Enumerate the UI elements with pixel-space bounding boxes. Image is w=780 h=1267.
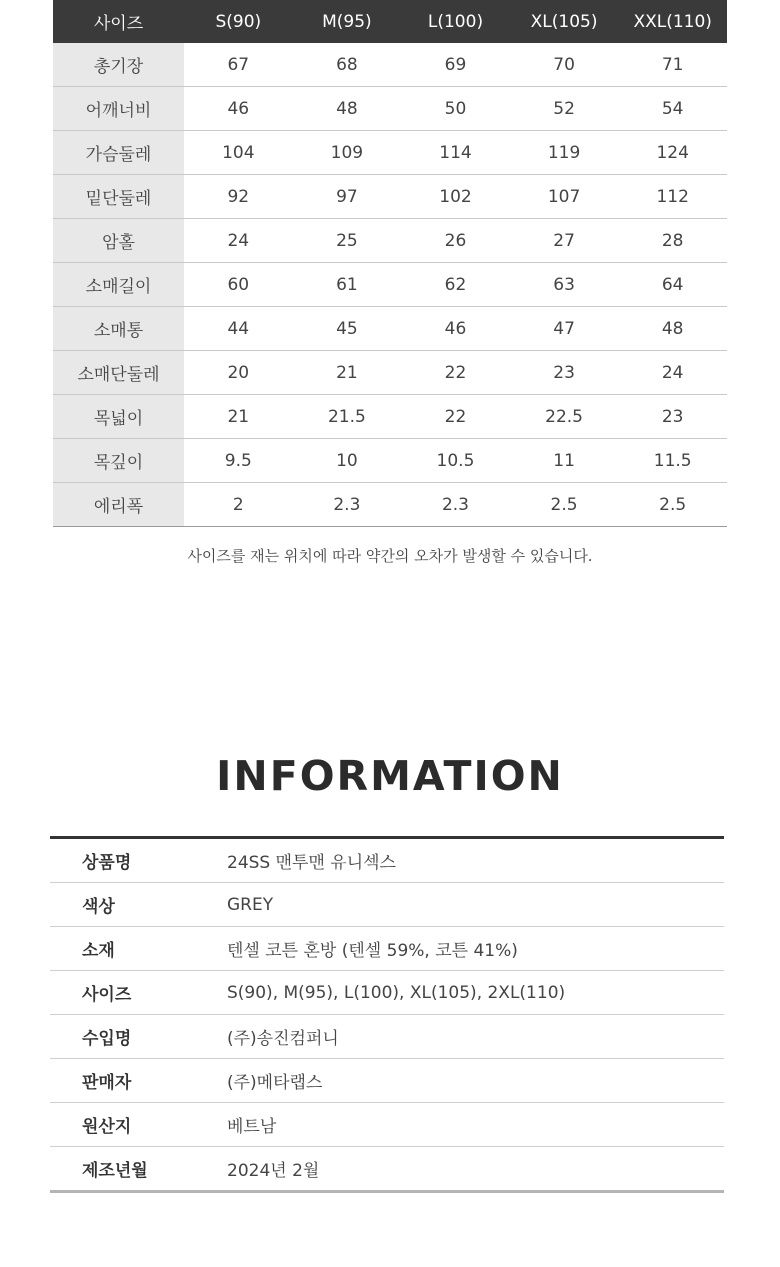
- measurement-value: 2.3: [293, 483, 402, 527]
- measurement-value: 11.5: [618, 439, 727, 483]
- measurement-value: 21: [293, 351, 402, 395]
- measurement-value: 21: [184, 395, 293, 439]
- table-row: [53, 351, 727, 395]
- measurement-value: 114: [401, 131, 510, 175]
- measurement-value: 69: [401, 43, 510, 87]
- measurement-value: 10.5: [401, 439, 510, 483]
- measurement-value: 52: [510, 87, 619, 131]
- measurement-value: 54: [618, 87, 727, 131]
- size-header-cell: XXL(110): [618, 0, 727, 43]
- measurement-value: 104: [184, 131, 293, 175]
- measurement-value: 24: [618, 351, 727, 395]
- info-key: 제조년월: [82, 1161, 148, 1181]
- measurement-label: 소매통: [53, 307, 184, 351]
- measurement-value: 102: [401, 175, 510, 219]
- info-key: 소재: [50, 927, 227, 971]
- measurement-value: 47: [510, 307, 619, 351]
- info-row: [50, 1015, 724, 1059]
- measurement-value: 44: [184, 307, 293, 351]
- measurement-value: 61: [293, 263, 402, 307]
- info-row: [50, 971, 724, 1015]
- measurement-label: 총기장: [53, 43, 184, 87]
- size-note: 사이즈를 재는 위치에 따라 약간의 오차가 발생할 수 있습니다.: [187, 547, 593, 565]
- measurement-value: 124: [618, 131, 727, 175]
- info-key: 상품명: [50, 838, 227, 883]
- info-row: [50, 927, 724, 971]
- measurement-label: 밑단둘레: [53, 175, 184, 219]
- size-header-cell: M(95): [293, 0, 402, 43]
- table-row: [53, 263, 727, 307]
- measurement-value: 70: [510, 43, 619, 87]
- table-row: [53, 175, 727, 219]
- measurement-value: 46: [401, 307, 510, 351]
- measurement-value: 23: [510, 351, 619, 395]
- measurement-value: 71: [618, 43, 727, 87]
- table-row: [53, 483, 727, 527]
- info-key: 판매자: [50, 1059, 227, 1103]
- measurement-value: 63: [510, 263, 619, 307]
- size-table-header: [53, 0, 727, 43]
- size-table: [53, 0, 727, 527]
- info-row: [50, 1103, 724, 1147]
- size-header-cell: L(100): [401, 0, 510, 43]
- measurement-value: 21.5: [293, 395, 402, 439]
- measurement-value: 60: [184, 263, 293, 307]
- info-value: S(90), M(95), L(100), XL(105), 2XL(110): [227, 971, 724, 1015]
- info-value: (주)송진컴퍼니: [227, 1015, 724, 1059]
- measurement-label: 소매길이: [53, 263, 184, 307]
- measurement-value: 25: [293, 219, 402, 263]
- measurement-value: 9.5: [184, 439, 293, 483]
- measurement-value: 2.3: [401, 483, 510, 527]
- info-key: 색상: [50, 883, 227, 927]
- measurement-value: 10: [293, 439, 402, 483]
- measurement-value: 46: [184, 87, 293, 131]
- measurement-value: 109: [293, 131, 402, 175]
- measurement-label: 에리폭: [53, 483, 184, 527]
- measurement-value: 22: [401, 395, 510, 439]
- info-row: [50, 883, 724, 927]
- measurement-label: 목깊이: [53, 439, 184, 483]
- table-row: [53, 395, 727, 439]
- measurement-label: 어깨너비: [53, 87, 184, 131]
- table-row: [53, 87, 727, 131]
- measurement-value: 2.5: [510, 483, 619, 527]
- table-row: [53, 307, 727, 351]
- table-row: [53, 439, 727, 483]
- measurement-label: 가슴둘레: [53, 131, 184, 175]
- measurement-value: 45: [293, 307, 402, 351]
- measurement-value: 11: [510, 439, 619, 483]
- measurement-value: 26: [401, 219, 510, 263]
- info-key: 사이즈: [50, 971, 227, 1015]
- table-row: [53, 43, 727, 87]
- info-value: 2024년 2월: [227, 1161, 320, 1181]
- measurement-value: 67: [184, 43, 293, 87]
- measurement-value: 64: [618, 263, 727, 307]
- measurement-value: 48: [293, 87, 402, 131]
- measurement-value: 2.5: [618, 483, 727, 527]
- measurement-value: 68: [293, 43, 402, 87]
- measurement-value: 97: [293, 175, 402, 219]
- info-row: [50, 1059, 724, 1103]
- measurement-value: 24: [184, 219, 293, 263]
- info-value: 베트남: [227, 1103, 724, 1147]
- measurement-label: 목넓이: [53, 395, 184, 439]
- information-title: INFORMATION: [216, 752, 564, 800]
- info-key: 수입명: [50, 1015, 227, 1059]
- measurement-value: 119: [510, 131, 619, 175]
- info-row: [50, 838, 724, 883]
- measurement-value: 28: [618, 219, 727, 263]
- measurement-value: 92: [184, 175, 293, 219]
- size-header-label: 사이즈: [53, 0, 184, 43]
- info-value: 24SS 맨투맨 유니섹스: [227, 838, 724, 883]
- measurement-value: 22: [401, 351, 510, 395]
- measurement-value: 23: [618, 395, 727, 439]
- measurement-value: 2: [184, 483, 293, 527]
- information-table: [50, 836, 724, 1193]
- measurement-value: 50: [401, 87, 510, 131]
- info-value: 텐셀 코튼 혼방 (텐셀 59%, 코튼 41%): [227, 927, 724, 971]
- info-key: 원산지: [50, 1103, 227, 1147]
- table-row: [53, 219, 727, 263]
- measurement-value: 62: [401, 263, 510, 307]
- info-row: [50, 1147, 724, 1192]
- measurement-value: 20: [184, 351, 293, 395]
- measurement-value: 22.5: [510, 395, 619, 439]
- info-value: GREY: [227, 883, 724, 927]
- table-row: [53, 131, 727, 175]
- size-header-cell: S(90): [184, 0, 293, 43]
- measurement-value: 112: [618, 175, 727, 219]
- measurement-value: 27: [510, 219, 619, 263]
- measurement-label: 소매단둘레: [53, 351, 184, 395]
- measurement-value: 107: [510, 175, 619, 219]
- info-value: (주)메타랩스: [227, 1059, 724, 1103]
- measurement-label: 암홀: [53, 219, 184, 263]
- size-header-cell: XL(105): [510, 0, 619, 43]
- measurement-value: 48: [618, 307, 727, 351]
